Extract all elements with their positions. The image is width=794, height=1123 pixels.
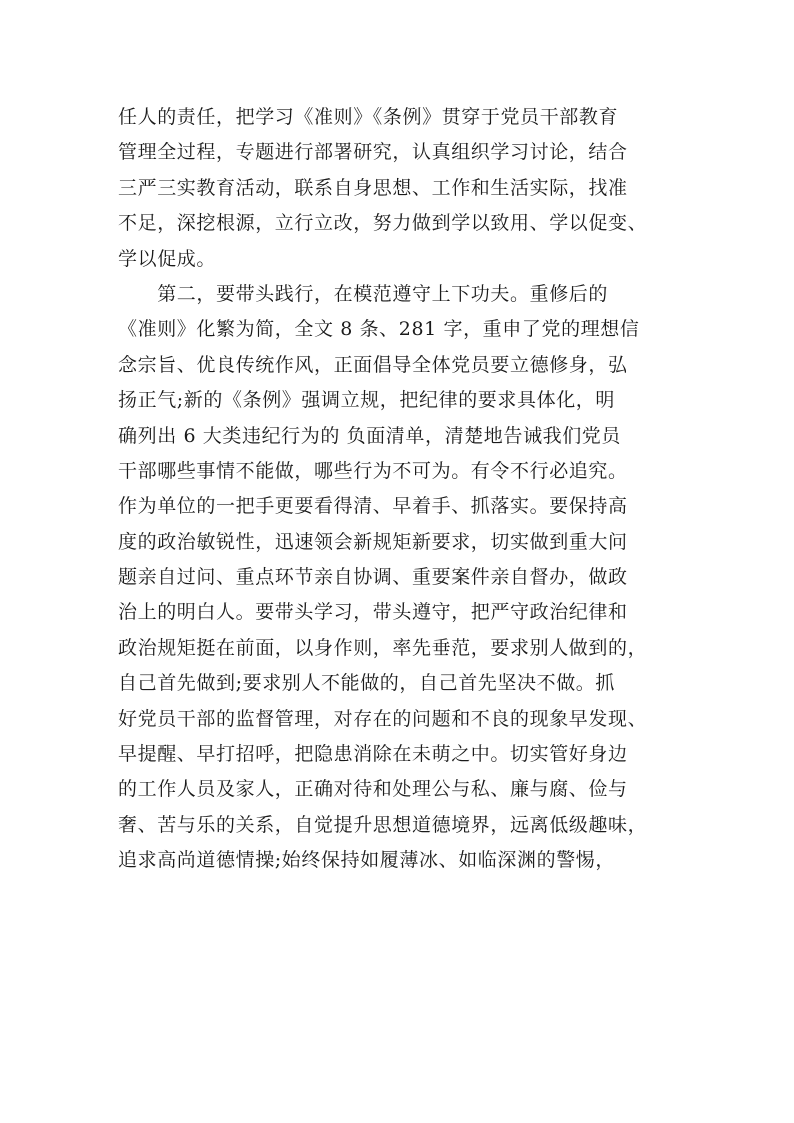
text-line: 度的政治敏锐性，迅速领会新规矩新要求，切实做到重大问	[118, 530, 628, 553]
text-line: 扬正气;新的《条例》强调立规，把纪律的要求具体化，明	[118, 389, 616, 412]
text-line: 三严三实教育活动，联系自身思想、工作和生活实际，找准	[118, 176, 628, 199]
text-line: 学以促成。	[118, 247, 217, 270]
text-line: 任人的责任，把学习《准则》《条例》贯穿于党员干部教育	[118, 106, 619, 128]
text-line: 早提醒、早打招呼，把隐患消除在未萌之中。切实管好身边	[118, 743, 628, 766]
text-line: 治上的明白人。要带头学习，带头遵守，把严守政治纪律和	[118, 601, 628, 624]
text-line: 念宗旨、优良传统作风，正面倡导全体党员要立德修身，弘	[118, 353, 628, 376]
text-line: 不足，深挖根源，立行立改，努力做到学以致用、学以促变、	[118, 212, 648, 235]
body-text	[118, 100, 688, 879]
text-line: 干部哪些事情不能做，哪些行为不可为。有令不行必追究。	[118, 459, 628, 482]
text-line: 好党员干部的监督管理，对存在的问题和不良的现象早发现、	[118, 707, 648, 730]
text-line: 确列出 6 大类违纪行为的 负面清单，清楚地告诫我们党员	[118, 424, 622, 447]
text-line: 题亲自过问、重点环节亲自协调、重要案件亲自督办，做政	[118, 566, 628, 589]
text-line: 追求高尚道德情操;始终保持如履薄冰、如临深渊的警惕，	[118, 849, 616, 872]
text-line: 《准则》化繁为简，全文 8 条、281 字，重申了党的理想信	[118, 318, 640, 341]
text-line: 政治规矩挺在前面，以身作则，率先垂范，要求别人做到的，	[118, 636, 648, 659]
text-line: 奢、苦与乐的关系，自觉提升思想道德境界，远离低级趣味，	[118, 813, 648, 836]
text-line: 管理全过程，专题进行部署研究，认真组织学习讨论，结合	[118, 141, 628, 164]
paragraph-start-line: 第二，要带头践行，在模范遵守上下功夫。重修后的	[118, 282, 609, 305]
text-line: 自己首先做到;要求别人不能做的，自己首先坚决不做。抓	[118, 672, 616, 695]
text-line: 的工作人员及家人，正确对待和处理公与私、廉与腐、俭与	[118, 778, 628, 801]
text-line: 作为单位的一把手更要看得清、早着手、抓落实。要保持高	[118, 495, 628, 518]
